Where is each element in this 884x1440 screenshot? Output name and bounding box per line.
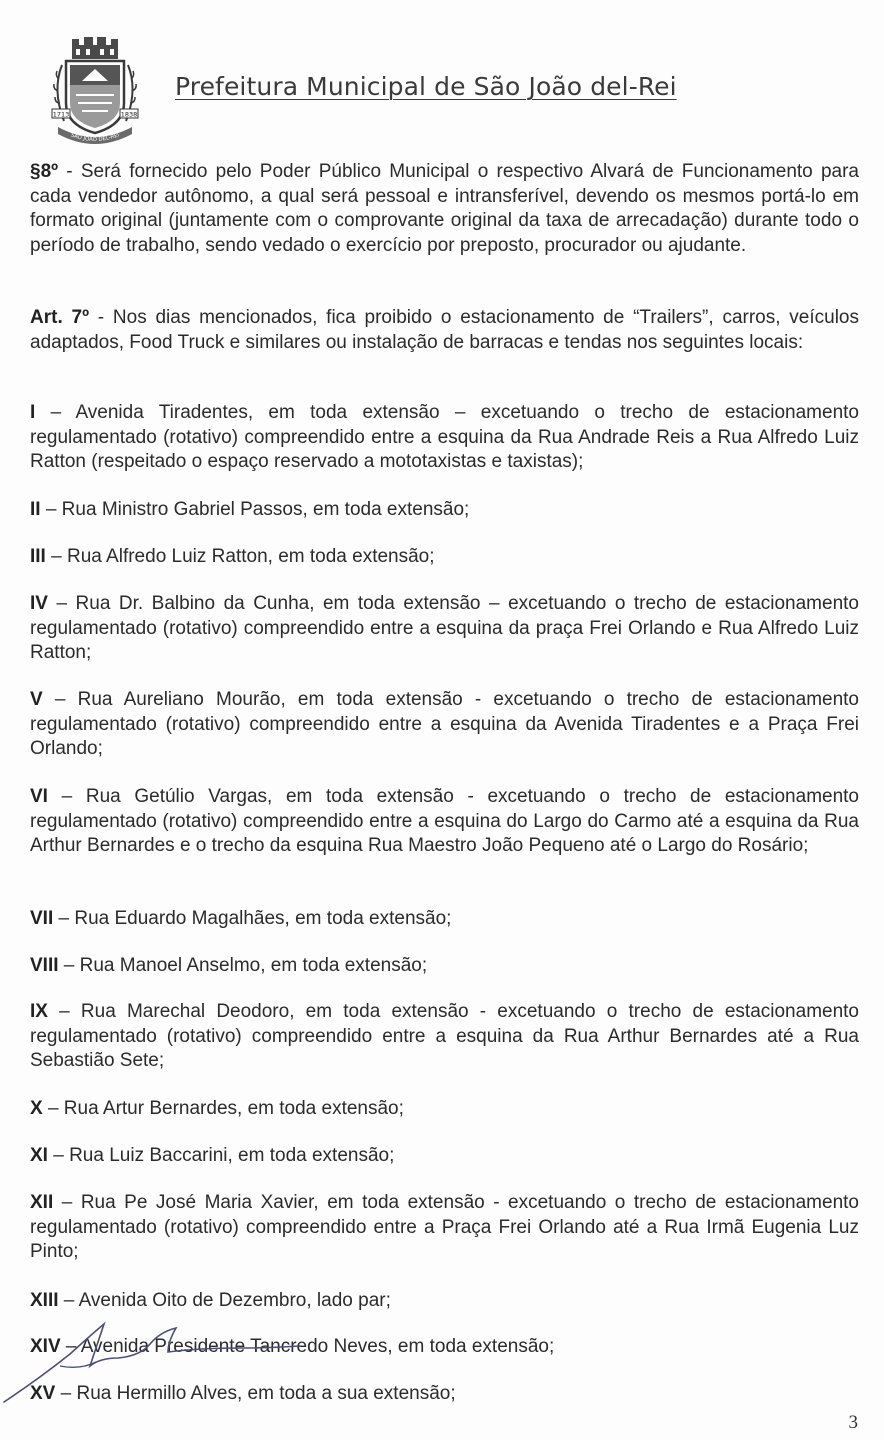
list-item-viii — [30, 954, 859, 979]
list-item-vi — [30, 785, 859, 859]
list-item-i — [30, 401, 859, 475]
list-item-text: – Rua Artur Bernardes, em toda extensão; — [42, 1098, 404, 1119]
paragraph-8 — [30, 160, 859, 258]
crest-year-right: 1838 — [120, 110, 138, 119]
list-item-ix — [30, 1000, 859, 1074]
paragraph-prefix: Art. 7º — [30, 307, 90, 328]
list-item-vii — [30, 907, 859, 932]
list-item-text: – Rua Eduardo Magalhães, em toda extensão; — [53, 908, 452, 929]
list-item-numeral: IX — [30, 1001, 48, 1022]
list-item-x — [30, 1097, 859, 1122]
page-number: 3 — [848, 1412, 858, 1433]
list-item-text: – Rua Getúlio Vargas, em toda extensão - excetuando o trecho de estacionamento regulamentado (rotativo) compreendido entre a esquina do Largo do Carmo até a esquina da Rua Arthur Bernardes e o trecho da esquina Rua Maestro João Pequeno até o Largo do Rosário; — [30, 786, 859, 856]
list-item-numeral: VIII — [30, 955, 59, 976]
document-header — [48, 30, 848, 144]
list-item-numeral: II — [30, 499, 41, 520]
list-item-text: – Rua Luiz Baccarini, em toda extensão; — [47, 1145, 395, 1166]
list-item-text: – Rua Alfredo Luiz Ratton, em toda extensão; — [45, 546, 435, 567]
list-item-numeral: XIII — [30, 1290, 59, 1311]
list-item-xiii — [30, 1289, 859, 1314]
handwritten-signature — [0, 1318, 310, 1408]
list-item-text: – Avenida Tiradentes, em toda extensão – excetuando o trecho de estacionamento regulamentado (rotativo) compreendido entre a esquina da Rua Andrade Reis a Rua Alfredo Luiz Ratton (respeitado o espaço reservado a mototaxistas e taxistas); — [30, 402, 859, 472]
list-item-numeral: VII — [30, 908, 54, 929]
crest-ribbon-text: SÃO JOÃO DEL-REI — [69, 132, 121, 144]
list-item-iii — [30, 545, 859, 570]
list-item-numeral: XI — [30, 1145, 48, 1166]
list-item-ii — [30, 498, 859, 523]
list-item-text: – Rua Manoel Anselmo, em toda extensão; — [58, 955, 428, 976]
list-item-numeral: XV — [30, 1383, 56, 1404]
list-item-v — [30, 688, 859, 762]
list-item-xii — [30, 1191, 859, 1265]
article-7 — [30, 306, 859, 355]
list-item-text: – Rua Ministro Gabriel Passos, em toda extensão; — [40, 499, 470, 520]
list-item-text: – Avenida Oito de Dezembro, lado par; — [58, 1290, 391, 1311]
list-item-iv — [30, 592, 859, 666]
list-item-numeral: V — [30, 689, 43, 710]
list-item-numeral: XIV — [30, 1336, 61, 1357]
paragraph-text: - Nos dias mencionados, fica proibido o estacionamento de “Trailers”, carros, veículos adaptados, Food Truck e similares ou instalação de barracas e tendas nos seguintes locais: — [30, 307, 859, 353]
list-item-numeral: X — [30, 1098, 43, 1119]
list-item-text: – Avenida Presidente Tancredo Neves, em toda extensão; — [60, 1336, 555, 1357]
list-item-text: – Rua Aureliano Mourão, em toda extensão - excetuando o trecho de estacionamento regulamentado (rotativo) compreendido entre a esquina da Avenida Tiradentes e a Praça Frei Orlando; — [30, 689, 859, 759]
list-item-numeral: XII — [30, 1192, 54, 1213]
list-item-numeral: I — [30, 402, 36, 423]
document-title: Prefeitura Municipal de São João del-Rei — [175, 72, 677, 101]
paragraph-text: - Será fornecido pelo Poder Público Municipal o respectivo Alvará de Funcionamento para cada vendedor autônomo, a qual será pessoal e intransferível, devendo os mesmos portá-lo em formato original (juntamente com o comprovante original da taxa de arrecadação) durante todo o período de trabalho, sendo vedado o exercício por preposto, procurador ou ajudante. — [30, 161, 859, 256]
list-item-text: – Rua Pe José Maria Xavier, em toda extensão - excetuando o trecho de estacionamento regulamentado (rotativo) compreendido entre a Praça Frei Orlando até a Rua Irmã Eugenia Luz Pinto; — [30, 1192, 859, 1262]
list-item-xi — [30, 1144, 859, 1169]
list-item-text: – Rua Hermillo Alves, em toda a sua extensão; — [55, 1383, 456, 1404]
municipal-crest-icon — [48, 35, 142, 145]
paragraph-prefix: §8º — [30, 161, 59, 182]
list-item-text: – Rua Dr. Balbino da Cunha, em toda extensão – excetuando o trecho de estacionamento regulamentado (rotativo) compreendido entre a esquina da praça Frei Orlando e Rua Alfredo Luiz Ratton; — [30, 593, 859, 663]
list-item-numeral: III — [30, 546, 46, 567]
list-item-numeral: VI — [30, 786, 48, 807]
list-item-numeral: IV — [30, 593, 48, 614]
list-item-text: – Rua Marechal Deodoro, em toda extensão - excetuando o trecho de estacionamento regulamentado (rotativo) compreendido entre a esquina da Rua Arthur Bernardes até a Rua Sebastião Sete; — [30, 1001, 859, 1071]
crest-year-left: 1713 — [52, 110, 70, 119]
